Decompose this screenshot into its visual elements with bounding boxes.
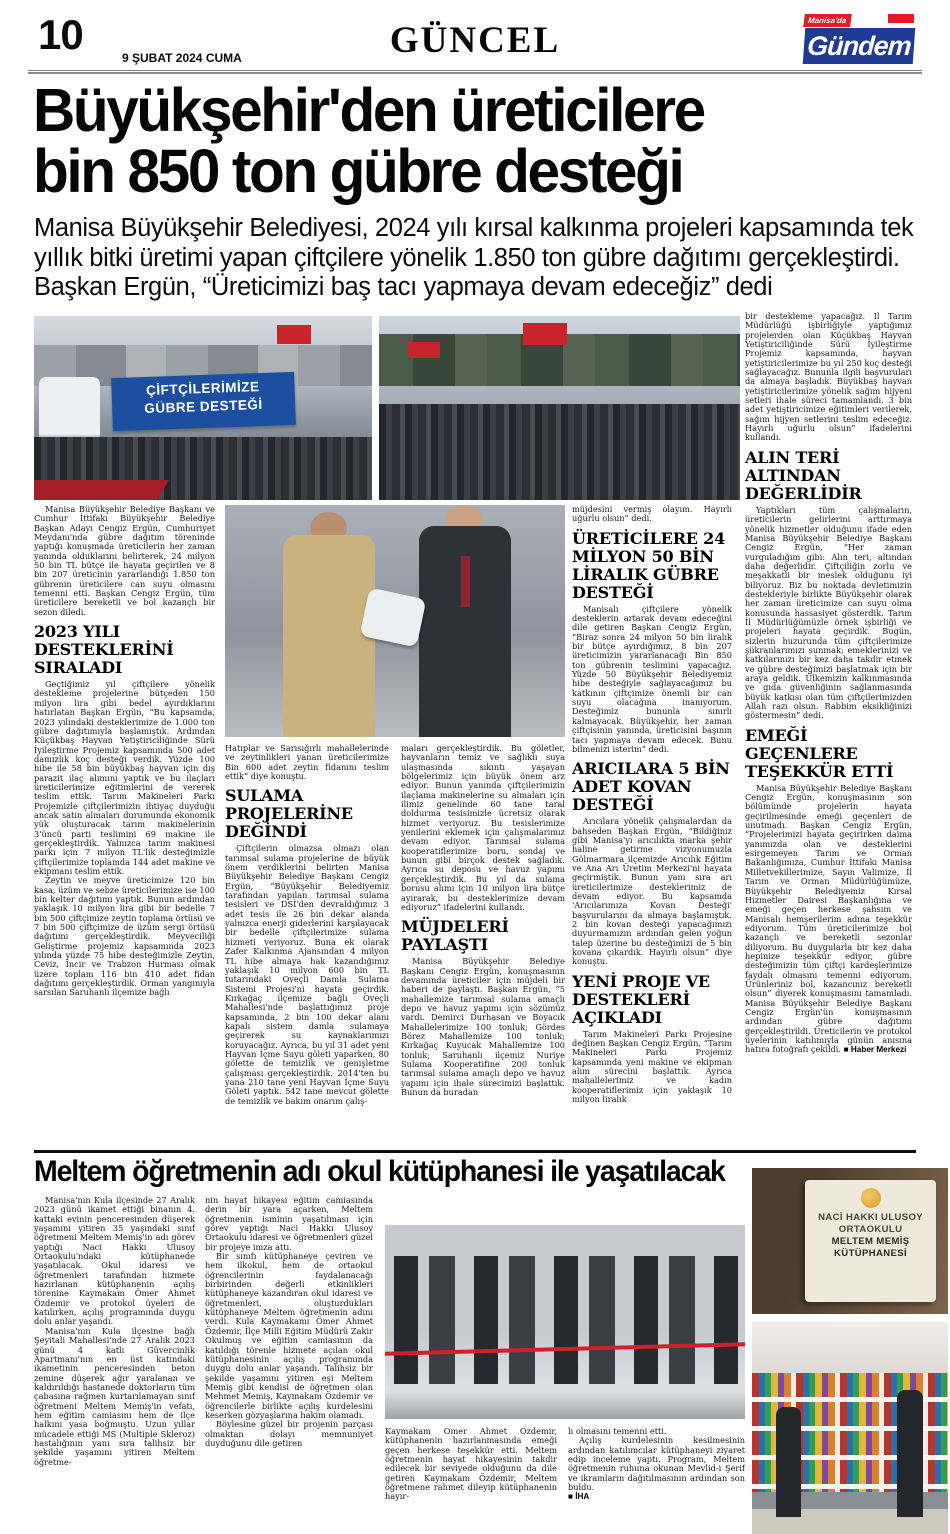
photo-kutuphane-tabelasi bbox=[752, 1168, 948, 1314]
paragraph bbox=[745, 784, 912, 1055]
main-headline bbox=[33, 76, 732, 205]
photo-fidan-teslimi bbox=[225, 505, 565, 737]
paragraph: Manisa'nın Kula ilçesinde 27 Aralık 2023 günü ikamet ettiği binanın 4. kattaki evinin penceresinden düşerek yaşamını yitiren 35 yaşındaki sınıf öğretmeni Meltem Memiş'in adı görev yaptığı Naci Hakkı Ulusoy Ortaokulu'ndaki kütüphanede yaşatılacak. Okul idaresi ve öğretmenleri tarafından hizmete hazırlanan kütüphanenin açılış törenine Kaymakam Ömer Ahmet Özdemir ve protokol üyeleri de katılırken, açılış programında duygu dolu anlar yaşandı. bbox=[34, 1196, 195, 1327]
headline-line-2: bin 850 ton gübre desteği bbox=[33, 137, 683, 205]
paragraph: Manisa Büyükşehir Belediye Başkanı ve Cumhur İttifakı Büyükşehir Belediye Başkan Adayı Cengiz Ergün, Cumhuriyet Meydanı'nda gübre dağıtım töreninde yaptığı konuşmada üreticilerin her zaman yanında olduklarını belirterek, 24 milyon 50 bin TL bütçe ile hayata geçirilen ve 8 bin 207 üreticinin yararlandığı 1.850 ton gübrenin üreticilere can suyu olmasını temenni etti. Başkan Cengiz Ergün, tüm üreticilere bereketli ve bol kazançlı bir sezon diledi. bbox=[34, 505, 215, 617]
paragraph: bir destekleme yapacağız. İl Tarım Müdürlüğü işbirliğiyle yaptığımız projelerden olan Küçükbaş Hayvan Yetiştiriciliğinde Sürü İyileştirme Projemiz kapsamında, hayvan yetiştiricilerimize bu yıl 250 koç desteği sağlayacağız. Bununla ilgili başvuruları da almaya başladık. Büyükbaş hayvan yetiştiricilerimize yönelik sağım hijyeni setleri ihale süreci tamamlandı. 3 bin adet yetiştiricimize eğitimleri verilerek, sağım hijyen setlerini teslim edeceğiz. Hayırlı uğurlu olsun” ifadelerini kullandı. bbox=[745, 312, 912, 443]
subhead-kovan-destegi: ARICILARA 5 BİN ADET KOVAN DESTEĞİ bbox=[572, 759, 730, 815]
sign-line-3: MELTEM MEMİŞ bbox=[831, 1235, 910, 1247]
photo-red-carpet bbox=[34, 480, 168, 500]
turkish-flag bbox=[277, 325, 311, 343]
paragraph: Geçtiğimiz yıl çiftçilere yönelik destekleme projelerine bütçeden 150 milyon lira gibi bedel ayırdıklarını hatırlatan Başkan Ergün, “Bu kapsamda, 2023 yılındaki desteklerimize de 1.000 ton gübre dağıtımıyla başlamıştık. Ardından Küçükbaş Hayvan Yetiştiriciliğinde Sürü İyileştirme Projemiz kapsamında 500 adet damızlık koç desteği verdik. Yüzde 100 hibe ile 58 bin büyükbaş hayvan için dış parazit ilaç alımını yaptık ve bu ilaçları üreticilerimize eğitimlerini de vererek teslim ettik. Tarım Makineleri Parkı Projemizle çiftçilerimizin ihtiyaç duyduğu ancak satın almaları durumunda ekonomik yük oluşturacak tarım makinelerinin 3'üncü parti teslimini 69 makine ile gerçekleştirdik. Yalnızca tarım makinesi parkı için 7 milyon TL'lik desteğimizle çiftçilerimize toplamda 144 adet makine ve ekipmanı teslim ettik. bbox=[34, 679, 215, 876]
bottom-column-4 bbox=[568, 1427, 745, 1534]
byline-haber-merkezi: ■ Haber Merkezi bbox=[843, 1045, 907, 1055]
bottom-column-3 bbox=[385, 1427, 557, 1534]
subhead-sulama-projeleri: SULAMA PROJELERİNE DEĞİNDİ bbox=[225, 786, 353, 842]
paragraph: müjdesini vermiş olayım. Hayırlı uğurlu olsun” dedi. bbox=[572, 505, 732, 524]
photo-ceiling bbox=[752, 1322, 948, 1373]
paragraph: Zeytin ve meyve üreticimize 120 bin kasa, üzüm ve sebze üreticilerimize ise 100 bin kelter dağıtımı yaptık. Bunun ardından yaklaşık 10 milyon lira gibi bir bedelle 7 bin 500 çiftçimize zeytin toplama örtüsü ve 7 bin 500 çiftçimize de üzüm sergi örtüsü dağıtımı gerçekleştirdik. Meyveciliği Geliştirme projemiz kapsamında 2023 yılında yüzde 75 hibe desteğimizle Zeytin, Ceviz, İncir ve Trabzon Hurması olmak üzere toplam 116 bin 410 adet fidan dağıtımı gerçekleştirdik. Orman yangınıyla sarsılan Saruhanlı ilçemize bağlı bbox=[34, 875, 215, 998]
article-column-1 bbox=[34, 505, 215, 1185]
newspaper-logo bbox=[804, 14, 914, 64]
paragraph-text: Manisa Büyükşehir Belediye Başkanı Cengiz Ergün, konuşmasının son bölümünde projelerin hayata geçirilmesinde emeği geçenleri de unutmadı. Başkan Cengiz Ergün, “Projelerimizi hayata geçirirken daima yanımızda olan ve desteklerini esirgemeyen Tarım ve Orman Bakanlığımıza, Cumhur İttifakı Manisa Milletvekillerimize, Sayın Valimize, İl Tarım ve Orman Müdürlüğümüze, Büyükşehir Belediyemiz Kırsal Hizmetler Dairesi Başkanlığına ve emeği geçen herkese şahsım ve Manisalı hemşerilerim adına teşekkür ediyorum. Tüm üreticilerimize bol kazançlı ve bereketli sezonlar diliyorum. Bu duygularla bir kez daha hepinize teşekkür ediyor, gübre desteğimizin tüm çiftçi kardeşlerimize faydalı olmasını temenni ediyorum. Ürünleriniz bol, kazancınız bereketli olsun” diyerek konuşmasını tamamladı. Manisa Büyükşehir Belediye Başkanı Cengiz Ergün'ün konuşmasının ardından gübre dağıtımı gerçekleştirildi. Üreticilerin ve protokol üyelerinin katılımıyla günün anısına hatıra fotoğrafı çekildi. bbox=[745, 782, 912, 1055]
subhead-2023-destekleri: 2023 YILI DESTEKLERİNİ SIRALADI bbox=[34, 622, 174, 678]
logo-name: Gündem bbox=[803, 28, 916, 64]
subhead-alin-teri: ALIN TERİ ALTINDAN DEĞERLİDİR bbox=[745, 447, 862, 503]
turkish-flag bbox=[408, 342, 440, 359]
page-date: 9 ŞUBAT 2024 CUMA bbox=[122, 51, 242, 65]
photo-kutuphane-ici bbox=[752, 1322, 948, 1534]
photo-kalabalik-bayraklar bbox=[379, 316, 740, 500]
photo-kurdele-kesimi bbox=[385, 1225, 745, 1419]
paragraph: Yaptıkları tüm çalışmaların, üreticilerin gelirlerini arttırmaya yönelik hizmetler olduğunu ifade eden Manisa Büyükşehir Belediye Başkanı Cengiz Ergün, “Her zaman vurguladığım gibi: Alın teri, altından daha değerlidir. Çiftçiliğin zorlu ve meşakkatli bir meslek olduğunu iyi biliyoruz. Biz bu noktada devletimizin destekleriyle birlikte Büyükşehir olarak her zaman üreticimize can suyu olma konusunda hassasiyet gösterdik. Tarım İl Müdürlüğümüzle örnek işbirliği ve projeleri hayata geçirdik. Bugün, sizlerin huzurunda tüm çiftçilerimize şükranlarımızı sunmak; emeklerinizi ve katkılarınızı bir kez daha takdir etmek ve gübre desteğimizi başlatmak için bir araya geldik. Ülkemizin kalkınmasında ve gıda güvenliğinin sağlanmasında büyük katkısı olan tüm çiftçilerimizden Allah razı olsun. Rabbim eksikliğinizi göstermesin” dedi. bbox=[745, 504, 912, 721]
school-emblem-icon bbox=[861, 1188, 881, 1208]
article-columns-2-3 bbox=[225, 505, 565, 1185]
page-number: 10 bbox=[38, 11, 83, 58]
photo-person bbox=[897, 1390, 922, 1517]
turkish-flag bbox=[523, 323, 566, 345]
paragraph: lı olmasını temenni etti. bbox=[568, 1427, 667, 1436]
photo-crowd bbox=[379, 404, 740, 500]
headline-line-1: Büyükşehir'den üreticilere bbox=[33, 76, 704, 144]
paragraph: Tarım Makineleri Parkı Projesine değinen Başkan Cengiz Ergün, “Tarım Makineleri Parkı Projemiz kapsamında yeni makine ve ekipman alım sürecini başlattık. Ayrıca mahallelerimiz ve kadın kooperatiflerimiz için yaklaşık 10 milyon liralık bbox=[572, 1028, 732, 1105]
banner-line-2: GÜBRE DESTEĞİ bbox=[143, 396, 263, 416]
header-divider bbox=[28, 70, 922, 74]
photo-truck bbox=[39, 377, 100, 443]
paragraph: Manisa'nın Kula ilçesine bağlı Şeyitali Mahallesi'nde 27 Aralık 2023 günü 4 katlı Güvercinlik Apartmanı'nın en üst katındaki ikametinin penceresinden beton zemine düşerek ağır yaralanan ve kaldırıldığı hastanede doktorların tüm çabasına rağmen kurtarılamayan sınıf öğretmeni Meltem Memiş'in vefatı, hem eğitim camiasını hem de ilçe halkını yasa boğmuştu. Uzun yıllar mücadele ettiği MS (Multiple Skleroz) hastalığının yanı sıra talihsiz bir şekilde yaşamını yitiren Meltem öğretme- bbox=[34, 1325, 195, 1467]
article-column-5 bbox=[745, 312, 912, 1152]
library-sign-panel bbox=[805, 1180, 936, 1303]
main-deck: Manisa Büyükşehir Belediyesi, 2024 yılı kırsal kalkınma projeleri kapsamında tek yıllık bitki üretimi yapan çiftçilere yönelik 1.850 ton gübre dağıtımı gerçekleştirdi. Başkan Ergün, “Üreticimizi baş tacı yapmaya devam edeceğiz” dedi bbox=[34, 214, 914, 301]
paragraph: Manisalı çiftçilere yönelik desteklerin artarak devam edeceğini dile getiren Başkan Cengiz Ergün, “Biraz sonra 24 milyon 50 bin liralık bir bütçe ayırdığımız, 8 bin 207 üreticimizin yararlanacağı Bin 850 ton gübrenin teslimini yapacağız. Yüzde 50 Büyükşehir Belediyemiz hibe desteğiyle sağlayacağımız bu katkının çiftçimize önemli bir can suyu olacağına inanıyorum. Desteğimiz bununla sınırlı kalmayacak. Büyükşehir, her zaman çiftçisinin yanında, üreticisini başının tacı yapmaya devam edecek. Bunu bilmenizi isterim” dedi. bbox=[572, 603, 732, 754]
banner-line-1: ÇİFTÇİLERİMİZE bbox=[145, 378, 260, 398]
bottom-column-1 bbox=[34, 1196, 195, 1534]
paragraph: Açılış kurdelesinin kesilmesinin ardından katılımcılar kütüphaneyi ziyaret edip inceleme yaptı. Program, Meltem öğretmenin ruhuna okunan Mevlid-i Şerif ve ikramların dağıtılmasının ardından son buldu. bbox=[568, 1435, 745, 1493]
logo-tagline: Manisa'da bbox=[803, 14, 852, 27]
section-title: GÜNCEL bbox=[389, 20, 561, 61]
subhead-tesekkur: EMEĞİ GEÇENLERE TEŞEKKÜR ETTİ bbox=[745, 725, 894, 781]
article-column-4 bbox=[572, 505, 732, 1185]
bottom-headline: Meltem öğretmenin adı okul kütüphanesi ile yaşatılacak bbox=[34, 1155, 725, 1188]
photo-person bbox=[776, 1407, 801, 1517]
subhead-yeni-proje: YENİ PROJE VE DESTEKLERİ AÇIKLADI bbox=[572, 971, 710, 1027]
byline-iha: ■ İHA bbox=[568, 1492, 590, 1502]
sign-line-2: ORTAOKULU bbox=[838, 1223, 903, 1235]
photo-banner bbox=[111, 372, 295, 431]
paragraph: Çiftçilerin olmazsa olmazı olan tarımsal sulama projelerine de büyük önem verdiklerini belirten Manisa Büyükşehir Belediye Başkanı Cengiz Ergün, “Büyükşehir Belediyemiz tarafından yapılan tarımsal sulama tesisleri ve DSİ'den devraldığımız 3 adet tesis ile 26 bin dekar alanda yalnızca enerji giderlerini karşılayacak bir bedelle çiftçilerimize sulama hizmeti veriyoruz. Buna ek olarak Zafer Kalkınma Ajansından 4 milyon TL hibe almaya hak kazandığımız yaklaşık 10 milyon 600 bin TL tutarındaki Oveçli Damla Sulama Sistemi Projesi'ni hayata geçirdik. Kırkağaç ilçemize bağlı Oveçli Mahallesi'nde başlattığımız proje kapsamında, 2 bin 100 dekar alanı kapalı sistem damla sulamaya geçirerek su kaynaklarımızı koruyacağız. Ayrıca, bu yıl 31 adet yeni Hayvan İçme Suyu göleti yaparken, 80 gölette de temizlik ve genişletme çalışması gerçekleştirdik. 2014'ten bu yana 210 tane yeni Hayvan İçme Suyu Göleti yaptık. 542 tane mevcut gölette de temizlik ve bakım onarım çalış- bbox=[225, 843, 389, 1106]
sign-line-1: NACİ HAKKI ULUSOY bbox=[818, 1211, 924, 1223]
article-column-3 bbox=[401, 744, 565, 1106]
paragraph: Bir sınıfı kütüphaneye çeviren ve hem ilkokul, hem de ortaokul öğrencilerinin faydalanacağı birbirinden değerli etkinlikleri kütüphaneye kazandıran okul idaresi ve öğretmenleri, oluşturdukları kütüphaneye Meltem öğretmenin adını verdi. Kula Kaymakamı Ömer Ahmet Özdemir, İlçe Milli Eğitim Müdürü Zakir Okulmuş ve eğitim camiasının da katıldığı törenle hizmete açılan okul kütüphanesinin açılış programında duygu dolu anlar yaşandı. Talihsiz bir şekilde yaşamını yitiren eşi Meltem Memiş gibi kendisi de öğretmen olan Mehmet Memiş, Kaymakam Özdemir ve öğrencilerle birlikte açılış kurdelesini keserken gözyaşlarına hakim olamadı. bbox=[205, 1251, 373, 1420]
logo-accent-chip bbox=[888, 14, 914, 23]
article-column-2 bbox=[225, 744, 389, 1106]
sign-line-4: KÜTÜPHANESİ bbox=[834, 1247, 908, 1259]
paragraph: nin hayat hikayesi eğitim camiasında derin bir yara açarken, Meltem öğretmenin isminin yaşatılması için görev yaptığı Naci Hakkı Ulusoy Ortaokulu idaresi ve öğretmenleri güzel bir projeye imza attı. bbox=[205, 1196, 373, 1252]
subhead-gubre-destegi: ÜRETİCİLERE 24 MİLYON 50 BİN LİRALIK GÜBRE DESTEĞİ bbox=[572, 528, 726, 602]
paragraph: Manisa Büyükşehir Belediye Başkanı Cengiz Ergün, konuşmasının devamında üreticiler için müjdeli bir haberi de paylaştı. Başkan Ergün, “5 mahallemize tarımsal sulama amaçlı depo ve havuz yapımı için sözümüz vardı. Demirci Durhasan ve Boyacık Mahallelerimize 100 tonluk; Gördes Börez Mahallemize 100 tonluk; Kırkağaç Kuyucak Mahallemize 100 tonluk; Saruhanlı ilçemiz Nuriye Sulama Kooperatifine 200 tonluk tarımsal sulama amaçlı depo ve havuz yapımı için ihale sürecimizi başlattık. Bunun da buradan bbox=[401, 956, 565, 1097]
paragraph: Hatıplar ve Sarısığırlı mahallelerinde ve zeytinlikleri yanan üreticilerimize Bin 600 adet zeytin fidanını teslim ettik” diye konuştu. bbox=[225, 743, 389, 782]
subhead-mujdeler: MÜJDELERİ PAYLAŞTI bbox=[401, 917, 509, 955]
paragraph: Arıcılara yönelik çalışmalardan da bahseden Başkan Ergün, “Bildiğiniz gibi Manisa'yı arıcılıkta marka şehir haline getirme vizyonumuzla Gölmarmara ilçemizde Arıcılık Eğitim ve Ana Arı Üretim Merkezi'ni hayata geçirmiştik. Bunun yanı sıra arı üreticilerimize desteklerimiz de devam ediyor. Bu kapsamda 'Arıcılarımıza Kovan Desteği' başvurularını da almaya başlamıştık. 2 bin kovan desteği yapacağımızı duyurmamızın ardından gelen yoğun talep üzerine bu desteğimizi de 5 bin kovana çıkardık. Hayırlı olsun” diye konuştu. bbox=[572, 816, 732, 967]
paragraph: Böylesine güzel bir projenin parçası olmaktan dolayı memnuniyet duyduğunu dile getiren bbox=[205, 1419, 373, 1448]
photo-person-vest bbox=[283, 535, 375, 737]
photo-people-row bbox=[385, 1256, 745, 1384]
bottom-column-2 bbox=[205, 1196, 373, 1534]
caption-paragraph: Kaymakam Ömer Ahmet Özdemir, kütüphanenin hazırlanmasında emeği geçen herkese teşekkür etti. Meltem öğretmenin hayat hikayesinin takdir edilecek bir seviyede olduğunu da dile getiren Kaymakam Özdemir, Meltem öğretmene rahmet dileyip kütüphanenin hayır- bbox=[385, 1427, 557, 1502]
photo-gubre-toreni-meydan bbox=[34, 316, 372, 500]
photo-tie bbox=[461, 556, 470, 607]
paragraph: maları gerçekleştirdik. Bu göletler, hayvanların temiz ve sağlıklı suya ulaşmasında sıkıntı yaşayan bölgelerimiz için büyük önem arz ediyor. Bunun yanında çiftçilerimizin ilaçlama makinelerine su almaları için ilimiz genelinde 60 tane taral doldurma tesisimizle ücretsiz olarak hizmet veriyoruz. Bu tesislerimize yenilerini eklemek için çalışmalarımız devam ediyor. Tarımsal sulama kooperatiflerimize boru, sondaj ve bunun gibi birçok destek sağladık. Ayrıca su deposu ve havuz yapımı gerçekleştirdik. Bu yıl da sulama borusu alımı için 10 milyon lira bütçe ayırarak, bu desteklerimize devam ediyoruz” ifadelerini kullandı. bbox=[401, 743, 565, 912]
article-divider bbox=[34, 1150, 916, 1153]
